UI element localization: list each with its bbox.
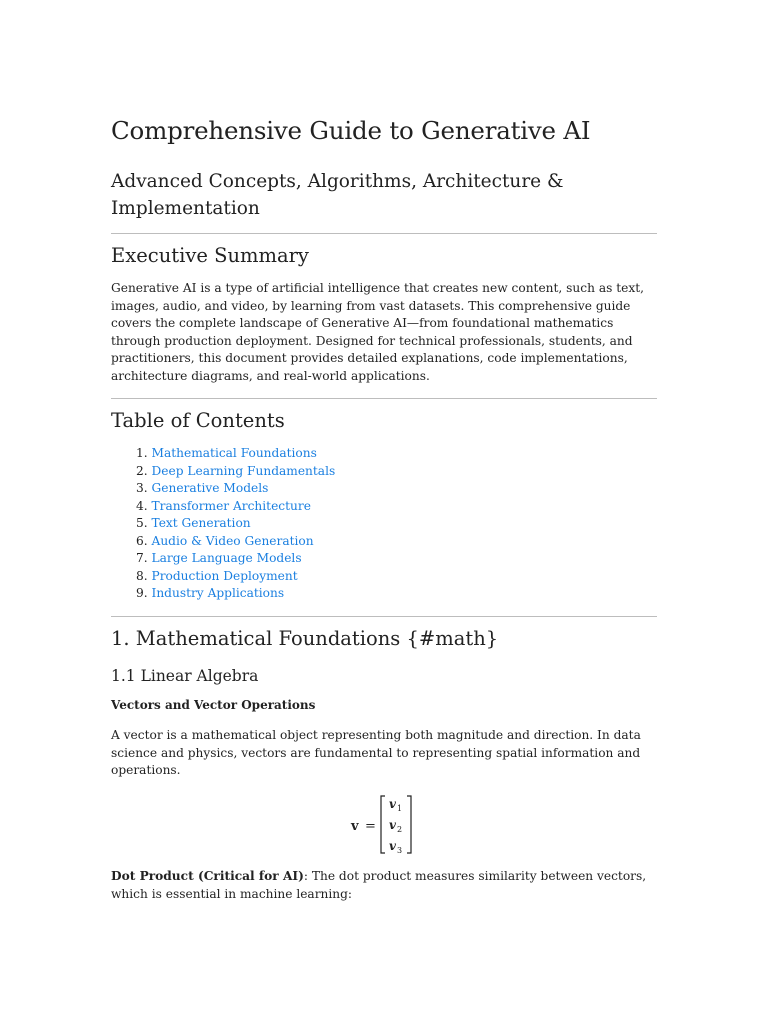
toc-item-number: 6. (136, 533, 148, 548)
vector-entry: v (389, 797, 396, 811)
dot-product-text: : The dot product measures similarity between vectors, which is essential in machine learning: (111, 869, 647, 901)
toc-item (136, 568, 335, 586)
toc-link-audio-video-generation[interactable]: Audio & Video Generation (151, 533, 314, 548)
toc-item-number: 9. (136, 586, 148, 600)
toc-item (136, 533, 335, 551)
toc-item-number: 5. (136, 516, 148, 530)
toc-item-number: 3. (136, 481, 148, 495)
section-heading-math: 1. Mathematical Foundations {#math} (111, 627, 499, 650)
toc-item (136, 463, 335, 481)
vector-entry: v (389, 839, 396, 853)
divider (111, 616, 657, 617)
vector-entry: v (389, 818, 396, 832)
toc-item (136, 585, 335, 603)
toc-link-deep-learning-fundamentals[interactable]: Deep Learning Fundamentals (151, 463, 336, 478)
left-bracket (381, 796, 385, 853)
toc-item (136, 515, 335, 533)
toc-item-number: 4. (136, 498, 148, 513)
subsubsection-heading-vectors: Vectors and Vector Operations (111, 698, 316, 712)
toc-item (136, 550, 335, 568)
toc-link-industry-applications[interactable]: Industry Applications (151, 586, 285, 600)
dot-product-paragraph (111, 868, 657, 903)
toc-item (136, 445, 335, 463)
toc-item-number: 1. (136, 446, 148, 460)
toc-link-production-deployment[interactable]: Production Deployment (151, 568, 298, 583)
right-bracket (407, 796, 411, 853)
toc-item-number: 7. (136, 551, 148, 565)
subsection-heading-linear-algebra: 1.1 Linear Algebra (111, 667, 259, 685)
toc-link-text-generation[interactable]: Text Generation (151, 516, 251, 530)
toc-item-number: 8. (136, 568, 148, 583)
toc-link-mathematical-foundations[interactable]: Mathematical Foundations (151, 446, 317, 460)
vector-subscript: 1 (397, 804, 403, 813)
toc-link-transformer-architecture[interactable]: Transformer Architecture (151, 498, 311, 513)
document-title: Comprehensive Guide to Generative AI (111, 116, 591, 145)
equation-equals: = (365, 819, 376, 834)
divider (111, 233, 657, 234)
toc-link-large-language-models[interactable]: Large Language Models (151, 551, 302, 565)
toc-item-number: 2. (136, 463, 148, 478)
document-subtitle: Advanced Concepts, Algorithms, Architecture & Implementation (111, 171, 564, 219)
toc-item (136, 498, 335, 516)
toc-heading: Table of Contents (111, 409, 285, 432)
toc-link-generative-models[interactable]: Generative Models (151, 481, 269, 495)
dot-product-label: Dot Product (Critical for AI) (111, 869, 304, 883)
toc-item (136, 480, 335, 498)
divider (111, 398, 657, 399)
vector-subscript: 2 (397, 825, 403, 834)
toc-list (136, 445, 335, 603)
vector-equation (349, 792, 429, 856)
vector-subscript: 3 (397, 846, 403, 855)
executive-summary-heading: Executive Summary (111, 244, 309, 267)
vector-paragraph: A vector is a mathematical object representing both magnitude and direction. In data science and physics, vectors are fundamental to representing spatial information and operations. (111, 728, 641, 777)
equation-lhs: v (351, 819, 359, 834)
executive-summary-text: Generative AI is a type of artificial intelligence that creates new content, such as text, images, audio, and video, by learning from vast datasets. This comprehensive guide covers the complete landscape of Generative AI—from foundational mathematics through production deployment. Designed for technical professionals, students, and practitioners, this document provides detailed explanations, code implementations, architecture diagrams, and real-world applications. (111, 281, 644, 383)
